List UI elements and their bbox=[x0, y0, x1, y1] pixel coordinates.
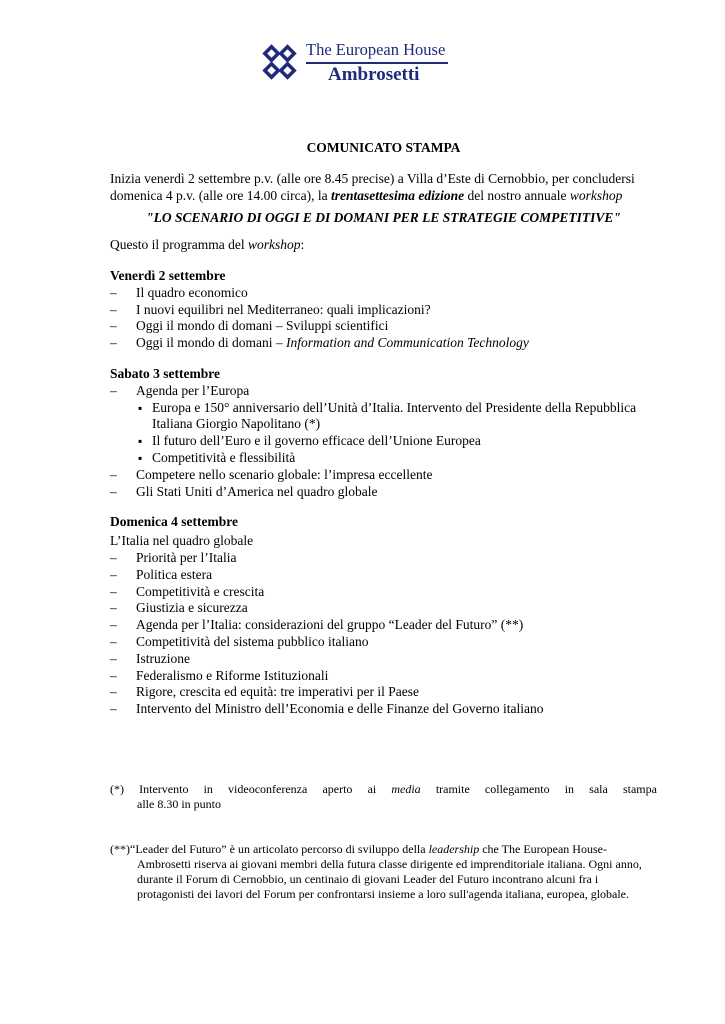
sub-list-item: ▪ Europa e 150° anniversario dell’Unità d’Italia. Intervento del Presidente della Repubblica Italiana Giorgio Napolitano (*) bbox=[136, 400, 657, 434]
intro-workshop: workshop bbox=[569, 187, 623, 203]
saturday-sublist bbox=[110, 400, 657, 467]
footnote-1-continuation: alle 8.30 in punto bbox=[137, 797, 221, 811]
footnote-word: videoconferenza bbox=[228, 782, 308, 796]
list-item: – Oggi il mondo di domani – Sviluppi scientifici bbox=[110, 318, 657, 335]
footnote-2-continuation: Ambrosetti riserva ai giovani membri della futura classe dirigente ed imprenditoriale italiana. Ogni anno, durante il Forum di Cernobbio, un centinaio di giovani Leader del Futuro incontrano alcuni fra i protagonisti dei lavori del Forum per confrontarsi insieme a loro sull'agenda italiana, europea, globale. bbox=[137, 857, 642, 901]
saturday-list-2 bbox=[110, 467, 657, 501]
footnote-word: stampa bbox=[622, 782, 657, 796]
intro-edition: trentasettesima edizione bbox=[331, 187, 465, 203]
footnote-2-text-1: (**)“Leader del Futuro” è un articolato percorso di sviluppo della bbox=[110, 842, 429, 856]
sunday-list bbox=[110, 550, 657, 718]
list-item: – Intervento del Ministro dell’Economia e delle Finanze del Governo italiano bbox=[110, 701, 657, 718]
friday-list bbox=[110, 285, 657, 352]
footnote-word: tramite bbox=[435, 782, 470, 796]
list-item: – Gli Stati Uniti d’America nel quadro globale bbox=[110, 484, 657, 501]
workshop-title: "LO SCENARIO DI OGGI E DI DOMANI PER LE STRATEGIE COMPETITIVE" bbox=[146, 210, 621, 226]
intro-paragraph bbox=[110, 171, 657, 205]
list-item: – Rigore, crescita ed equità: tre imperativi per il Paese bbox=[110, 684, 657, 701]
footnote-2-italic: leadership bbox=[428, 842, 480, 856]
list-item: – Agenda per l’Europa bbox=[110, 383, 657, 400]
list-item: – Competitività e crescita bbox=[110, 584, 657, 601]
footnote-2-text-2: che The European House- bbox=[479, 842, 607, 856]
saturday-list bbox=[110, 383, 657, 400]
list-item: – Il quadro economico bbox=[110, 285, 657, 302]
program-intro-italic: workshop bbox=[247, 237, 301, 253]
program-intro bbox=[110, 237, 657, 254]
program-intro-tail: : bbox=[300, 237, 305, 253]
logo-line1: The European House bbox=[306, 40, 446, 59]
footnote-2-line bbox=[110, 842, 657, 857]
sunday-heading: Domenica 4 settembre bbox=[110, 514, 238, 530]
program-intro-text: Questo il programma del bbox=[110, 237, 248, 253]
list-item: – Istruzione bbox=[110, 651, 657, 668]
list-item: – Priorità per l’Italia bbox=[110, 550, 657, 567]
intro-text-1: Inizia venerdì 2 settembre p.v. (alle ore 8.45 precise) a Villa d’Este di Cernobbio, per concludersi domenica 4 p.v. (alle ore 14.00 circa), la bbox=[110, 170, 635, 203]
list-item: – Politica estera bbox=[110, 567, 657, 584]
footnote-word: in bbox=[564, 782, 575, 796]
document-title: COMUNICATO STAMPA bbox=[306, 140, 461, 155]
footnote-word: (*) bbox=[110, 782, 124, 796]
list-item: – Competere nello scenario globale: l’impresa eccellente bbox=[110, 467, 657, 484]
list-item-text: Oggi il mondo di domani – bbox=[136, 335, 286, 351]
footnote-2 bbox=[110, 842, 657, 902]
footnote-word: Intervento bbox=[139, 782, 189, 796]
saturday-heading: Sabato 3 settembre bbox=[110, 365, 220, 381]
footnote-1-line bbox=[110, 782, 657, 797]
sub-list-item: ▪ Competitività e flessibilità bbox=[136, 450, 657, 467]
intro-text-2: del nostro annuale bbox=[464, 187, 570, 203]
company-logo bbox=[262, 40, 462, 90]
list-item: – Agenda per l’Italia: considerazioni del gruppo “Leader del Futuro” (**) bbox=[110, 617, 657, 634]
footnote-word: in bbox=[203, 782, 213, 796]
list-item: – Federalismo e Riforme Istituzionali bbox=[110, 668, 657, 685]
footnote-word: ai bbox=[367, 782, 377, 796]
logo-mark-icon bbox=[262, 44, 302, 80]
sub-list-item: ▪ Il futuro dell’Euro e il governo efficace dell’Unione Europea bbox=[136, 433, 657, 450]
footnote-word: aperto bbox=[322, 782, 353, 796]
footnote-word: sala bbox=[589, 782, 608, 796]
friday-heading: Venerdì 2 settembre bbox=[110, 267, 226, 283]
footnote-1 bbox=[110, 782, 657, 812]
footnote-word: collegamento bbox=[484, 782, 550, 796]
footnote-word-italic: media bbox=[391, 782, 421, 796]
list-item: – Competitività del sistema pubblico italiano bbox=[110, 634, 657, 651]
sunday-intro: L’Italia nel quadro globale bbox=[110, 533, 254, 549]
logo-line2: Ambrosetti bbox=[328, 64, 420, 85]
press-release-body bbox=[110, 140, 657, 718]
list-item-italic: Information and Communication Technology bbox=[286, 335, 529, 351]
list-item: – I nuovi equilibri nel Mediterraneo: quali implicazioni? bbox=[110, 302, 657, 319]
list-item bbox=[110, 335, 657, 352]
list-item: – Giustizia e sicurezza bbox=[110, 600, 657, 617]
